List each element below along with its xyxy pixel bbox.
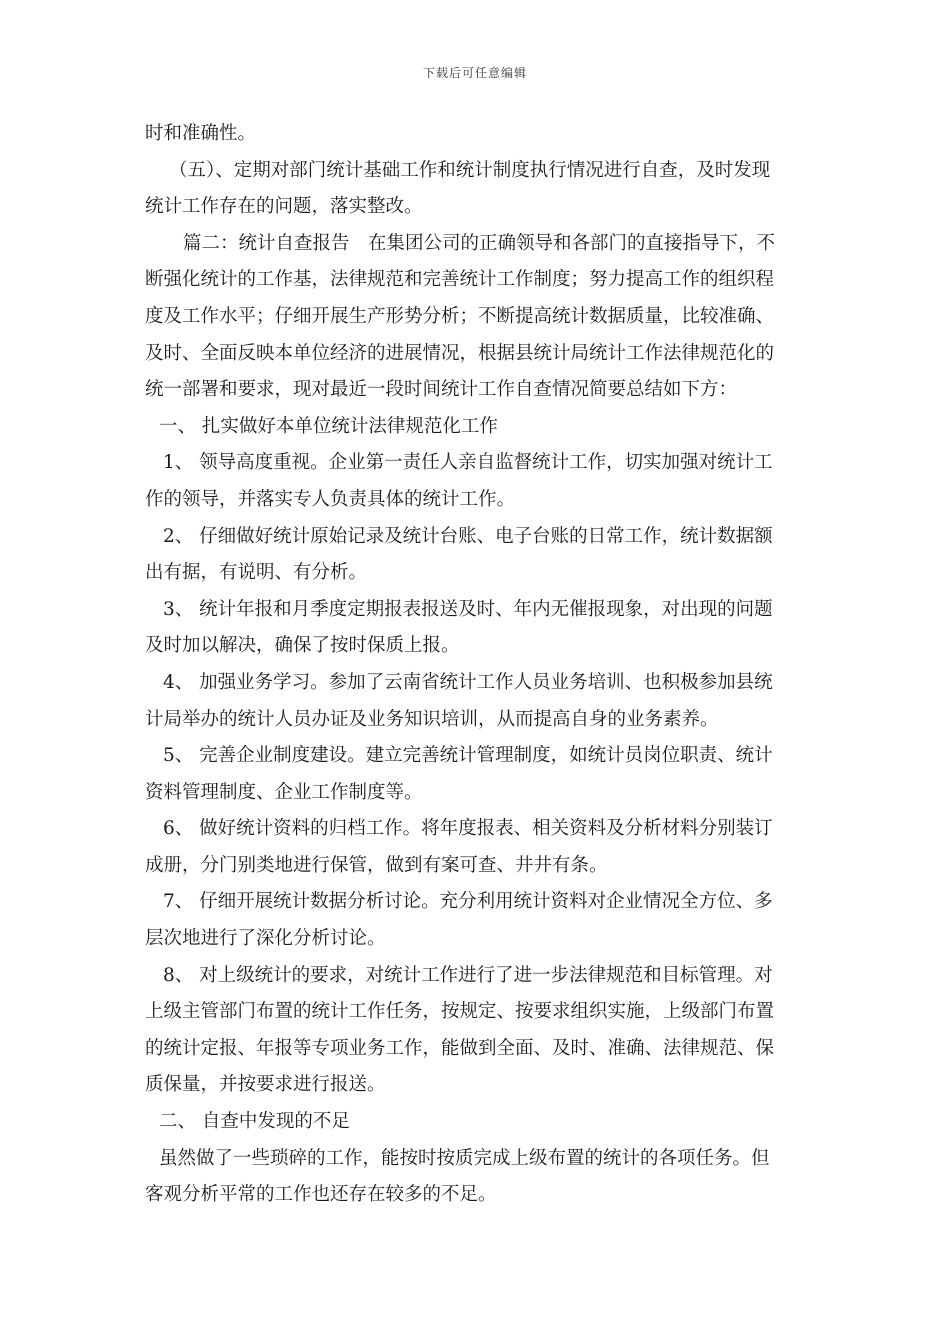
document-body xyxy=(145,116,810,1214)
paragraph-line: 6、 做好统计资料的归档工作。将年度报表、相关资料及分析材料分别装订 xyxy=(163,818,773,840)
page-header: 下载后可任意编辑 xyxy=(422,66,527,80)
paragraph-line: 的统计定报、年报等专项业务工作，能做到全面、及时、准确、法律规范、保 xyxy=(145,1037,775,1059)
paragraph-line: 统计工作存在的问题，落实整改。 xyxy=(145,196,423,218)
paragraph-line: 度及工作水平；仔细开展生产形势分析；不断提高统计数据质量，比较准确、 xyxy=(145,305,775,327)
paragraph-line: （五）、定期对部门统计基础工作和统计制度执行情况进行自查，及时发现 xyxy=(169,159,771,181)
paragraph-line: 及时、全面反映本单位经济的进展情况，根据县统计局统计工作法律规范化的 xyxy=(145,342,775,364)
paragraph-line: 时和准确性。 xyxy=(145,123,257,144)
paragraph-line: 出有据，有说明、有分析。 xyxy=(145,562,368,584)
section-heading: 二、 自查中发现的不足 xyxy=(159,1111,350,1133)
paragraph-line: 3、 统计年报和月季度定期报表报送及时、年内无催报现象，对出现的问题 xyxy=(163,598,773,620)
paragraph-line: 7、 仔细开展统计数据分析讨论。充分利用统计资料对企业情况全方位、多 xyxy=(163,891,773,913)
paragraph-line: 作的领导，并落实专人负责具体的统计工作。 xyxy=(145,488,516,510)
paragraph-line: 上级主管部门布置的统计工作任务，按规定、按要求组织实施，上级部门布置 xyxy=(145,1001,775,1023)
paragraph-line: 5、 完善企业制度建设。建立完善统计管理制度，如统计员岗位职责、统计 xyxy=(163,745,773,767)
paragraph-line: 断强化统计的工作基，法律规范和完善统计工作制度；努力提高工作的组织程 xyxy=(145,269,775,291)
paragraph-line: 8、 对上级统计的要求，对统计工作进行了进一步法律规范和目标管理。对 xyxy=(163,964,773,986)
paragraph-line: 客观分析平常的工作也还存在较多的不足。 xyxy=(145,1184,497,1206)
paragraph-line: 统一部署和要求，现对最近一段时间统计工作自查情况简要总结如下方： xyxy=(145,379,738,401)
paragraph-line: 计局举办的统计人员办证及业务知识培训，从而提高自身的业务素养。 xyxy=(145,708,719,730)
paragraph-line: 及时加以解决，确保了按时保质上报。 xyxy=(145,635,460,657)
paragraph-line: 成册，分门别类地进行保管，做到有案可查、井井有条。 xyxy=(145,854,608,876)
paragraph-line: 4、 加强业务学习。参加了云南省统计工作人员业务培训、也积极参加县统 xyxy=(163,671,773,693)
paragraph-line: 质保量，并按要求进行报送。 xyxy=(145,1074,386,1096)
paragraph-line: 资料管理制度、企业工作制度等。 xyxy=(145,781,423,803)
paragraph-line: 篇二：统计自查报告 在集团公司的正确领导和各部门的直接指导下，不 xyxy=(183,232,776,254)
paragraph-line: 2、 仔细做好统计原始记录及统计台账、电子台账的日常工作，统计数据额 xyxy=(163,525,773,547)
paragraph-line: 1、 领导高度重视。企业第一责任人亲自监督统计工作，切实加强对统计工 xyxy=(163,452,773,474)
paragraph-line: 虽然做了一些琐碎的工作，能按时按质完成上级布置的统计的各项任务。但 xyxy=(159,1147,770,1169)
paragraph-line: 层次地进行了深化分析讨论。 xyxy=(145,928,386,950)
section-heading: 一、 扎实做好本单位统计法律规范化工作 xyxy=(159,415,498,437)
